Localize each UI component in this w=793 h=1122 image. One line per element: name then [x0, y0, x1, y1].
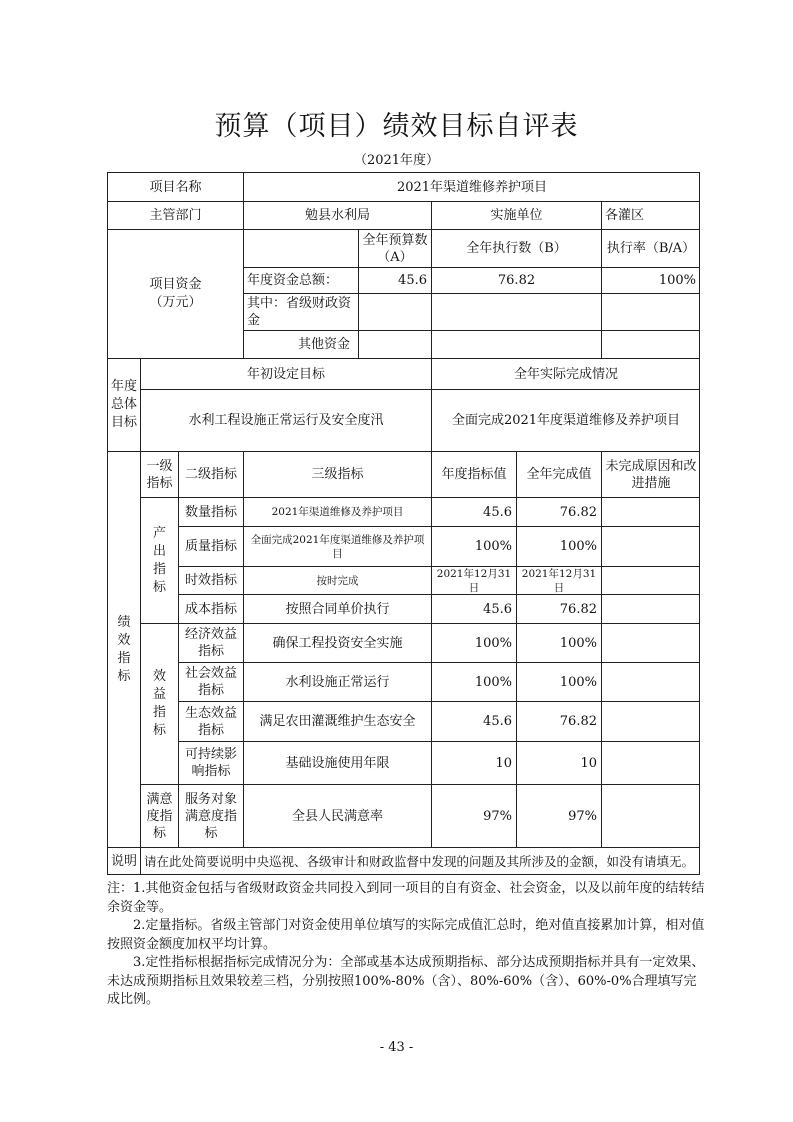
indicator-target: 100%	[431, 662, 516, 701]
head-budget: 全年预算数（A）	[358, 229, 431, 267]
indicator-reason	[601, 784, 700, 847]
indicator-l2: 社会效益指标	[178, 662, 243, 701]
indicators-side-label: 绩 效 指 标	[107, 451, 140, 847]
provincial-rate	[601, 293, 700, 330]
indicator-reason	[601, 526, 700, 566]
indicator-reason	[601, 623, 700, 662]
total-exec: 76.82	[431, 267, 601, 293]
indicator-l2: 经济效益指标	[178, 623, 243, 662]
evaluation-table	[107, 172, 700, 875]
indicator-l2: 质量指标	[178, 526, 243, 566]
other-rate	[601, 330, 700, 358]
provincial-budget	[358, 293, 431, 330]
notes	[107, 880, 707, 1010]
head-rate: 执行率（B/A）	[601, 229, 700, 267]
indicator-done: 100%	[516, 526, 601, 566]
indicator-reason	[601, 566, 700, 594]
project-name-value: 2021年渠道维修养护项目	[243, 172, 700, 201]
page-title: 预算（项目）绩效目标自评表	[214, 111, 579, 142]
indicator-l2: 生态效益指标	[178, 701, 243, 741]
head-reason: 未完成原因和改进措施	[601, 451, 700, 497]
indicator-reason	[601, 497, 700, 526]
dept-value: 勉县水利局	[243, 201, 431, 229]
indicator-done: 76.82	[516, 594, 601, 623]
indicator-l2: 时效指标	[178, 566, 243, 594]
head-target: 年度指标值	[431, 451, 516, 497]
page-number: - 43 -	[379, 1040, 414, 1055]
indicator-target: 45.6	[431, 701, 516, 741]
note-1: 注：1.其他资金包括与省级财政资金共同投入到同一项目的自有资金、社会资金，以及以前年度的结转结余资金等。	[107, 881, 705, 915]
indicator-done: 97%	[516, 784, 601, 847]
actual-head: 全年实际完成情况	[431, 358, 700, 389]
indicator-l3: 水利设施正常运行	[243, 662, 431, 701]
indicator-reason	[601, 741, 700, 784]
benefit-group-label: 效 益 指 标	[140, 623, 178, 784]
indicator-done: 100%	[516, 662, 601, 701]
head-l2: 二级指标	[178, 451, 243, 497]
indicator-reason	[601, 662, 700, 701]
indicator-target: 97%	[431, 784, 516, 847]
indicator-done: 76.82	[516, 497, 601, 526]
head-l1: 一级指标	[140, 451, 178, 497]
project-name-label: 项目名称	[107, 172, 243, 201]
indicator-l3: 确保工程投资安全实施	[243, 623, 431, 662]
indicator-done: 10	[516, 741, 601, 784]
remark-text: 请在此处简要说明中央巡视、各级审计和财政监督中发现的问题及其所涉及的金额，如没有请填无。	[140, 847, 700, 875]
indicator-target: 10	[431, 741, 516, 784]
indicator-target: 100%	[431, 623, 516, 662]
head-exec: 全年执行数（B）	[431, 229, 601, 267]
indicator-reason	[601, 594, 700, 623]
indicator-l3: 基础设施使用年限	[243, 741, 431, 784]
provincial-label: 其中：省级财政资金	[243, 293, 358, 330]
indicator-done: 76.82	[516, 701, 601, 741]
indicator-l2: 成本指标	[178, 594, 243, 623]
indicator-l3: 全县人民满意率	[243, 784, 431, 847]
indicator-reason	[601, 701, 700, 741]
output-group-label: 产 出 指 标	[140, 497, 178, 623]
head-done: 全年完成值	[516, 451, 601, 497]
funds-label: 项目资金 （万元）	[107, 229, 243, 358]
indicator-done: 100%	[516, 623, 601, 662]
other-label: 其他资金	[243, 330, 358, 358]
indicator-l2: 可持续影响指标	[178, 741, 243, 784]
other-exec	[431, 330, 601, 358]
total-budget: 45.6	[358, 267, 431, 293]
indicator-l3: 按照合同单价执行	[243, 594, 431, 623]
unit-value: 各灌区	[601, 201, 700, 229]
goals-label: 年度 总体 目标	[107, 358, 140, 451]
indicator-l2: 服务对象满意度指标	[178, 784, 243, 847]
indicator-l3: 满足农田灌溉维护生态安全	[243, 701, 431, 741]
unit-label: 实施单位	[431, 201, 601, 229]
indicator-l3: 2021年渠道维修及养护项目	[243, 497, 431, 526]
note-3: 3.定性指标根据指标完成情况分为：全部或基本达成预期指标、部分达成预期指标并具有一定效果、未达成预期指标且效果较差三档，分别按照100%-80%（含）、80%-60%（含）、60%-0%合理填写完成比例。	[107, 955, 705, 1007]
planned-goal: 水利工程设施正常运行及安全度汛	[140, 389, 431, 451]
dept-label: 主管部门	[107, 201, 243, 229]
provincial-exec	[431, 293, 601, 330]
remark-label: 说明	[107, 847, 140, 875]
note-2: 2.定量指标。省级主管部门对资金使用单位填写的实际完成值汇总时，绝对值直接累加计算，相对值按照资金额度加权平均计算。	[107, 918, 705, 952]
other-budget	[358, 330, 431, 358]
total-rate: 100%	[601, 267, 700, 293]
planned-head: 年初设定目标	[140, 358, 431, 389]
head-l3: 三级指标	[243, 451, 431, 497]
indicator-target: 100%	[431, 526, 516, 566]
year-label: （2021年度）	[353, 153, 440, 168]
indicator-target: 45.6	[431, 497, 516, 526]
total-label: 年度资金总额：	[243, 267, 358, 293]
indicator-target: 45.6	[431, 594, 516, 623]
indicator-l3: 按时完成	[243, 566, 431, 594]
actual-goal: 全面完成2021年度渠道维修及养护项目	[431, 389, 700, 451]
indicator-done: 2021年12月31日	[516, 566, 601, 594]
indicator-l3: 全面完成2021年度渠道维修及养护项目	[243, 526, 431, 566]
satisfaction-group-label: 满意度指标	[140, 784, 178, 847]
indicator-l2: 数量指标	[178, 497, 243, 526]
indicator-target: 2021年12月31日	[431, 566, 516, 594]
funds-empty-head	[243, 229, 358, 267]
